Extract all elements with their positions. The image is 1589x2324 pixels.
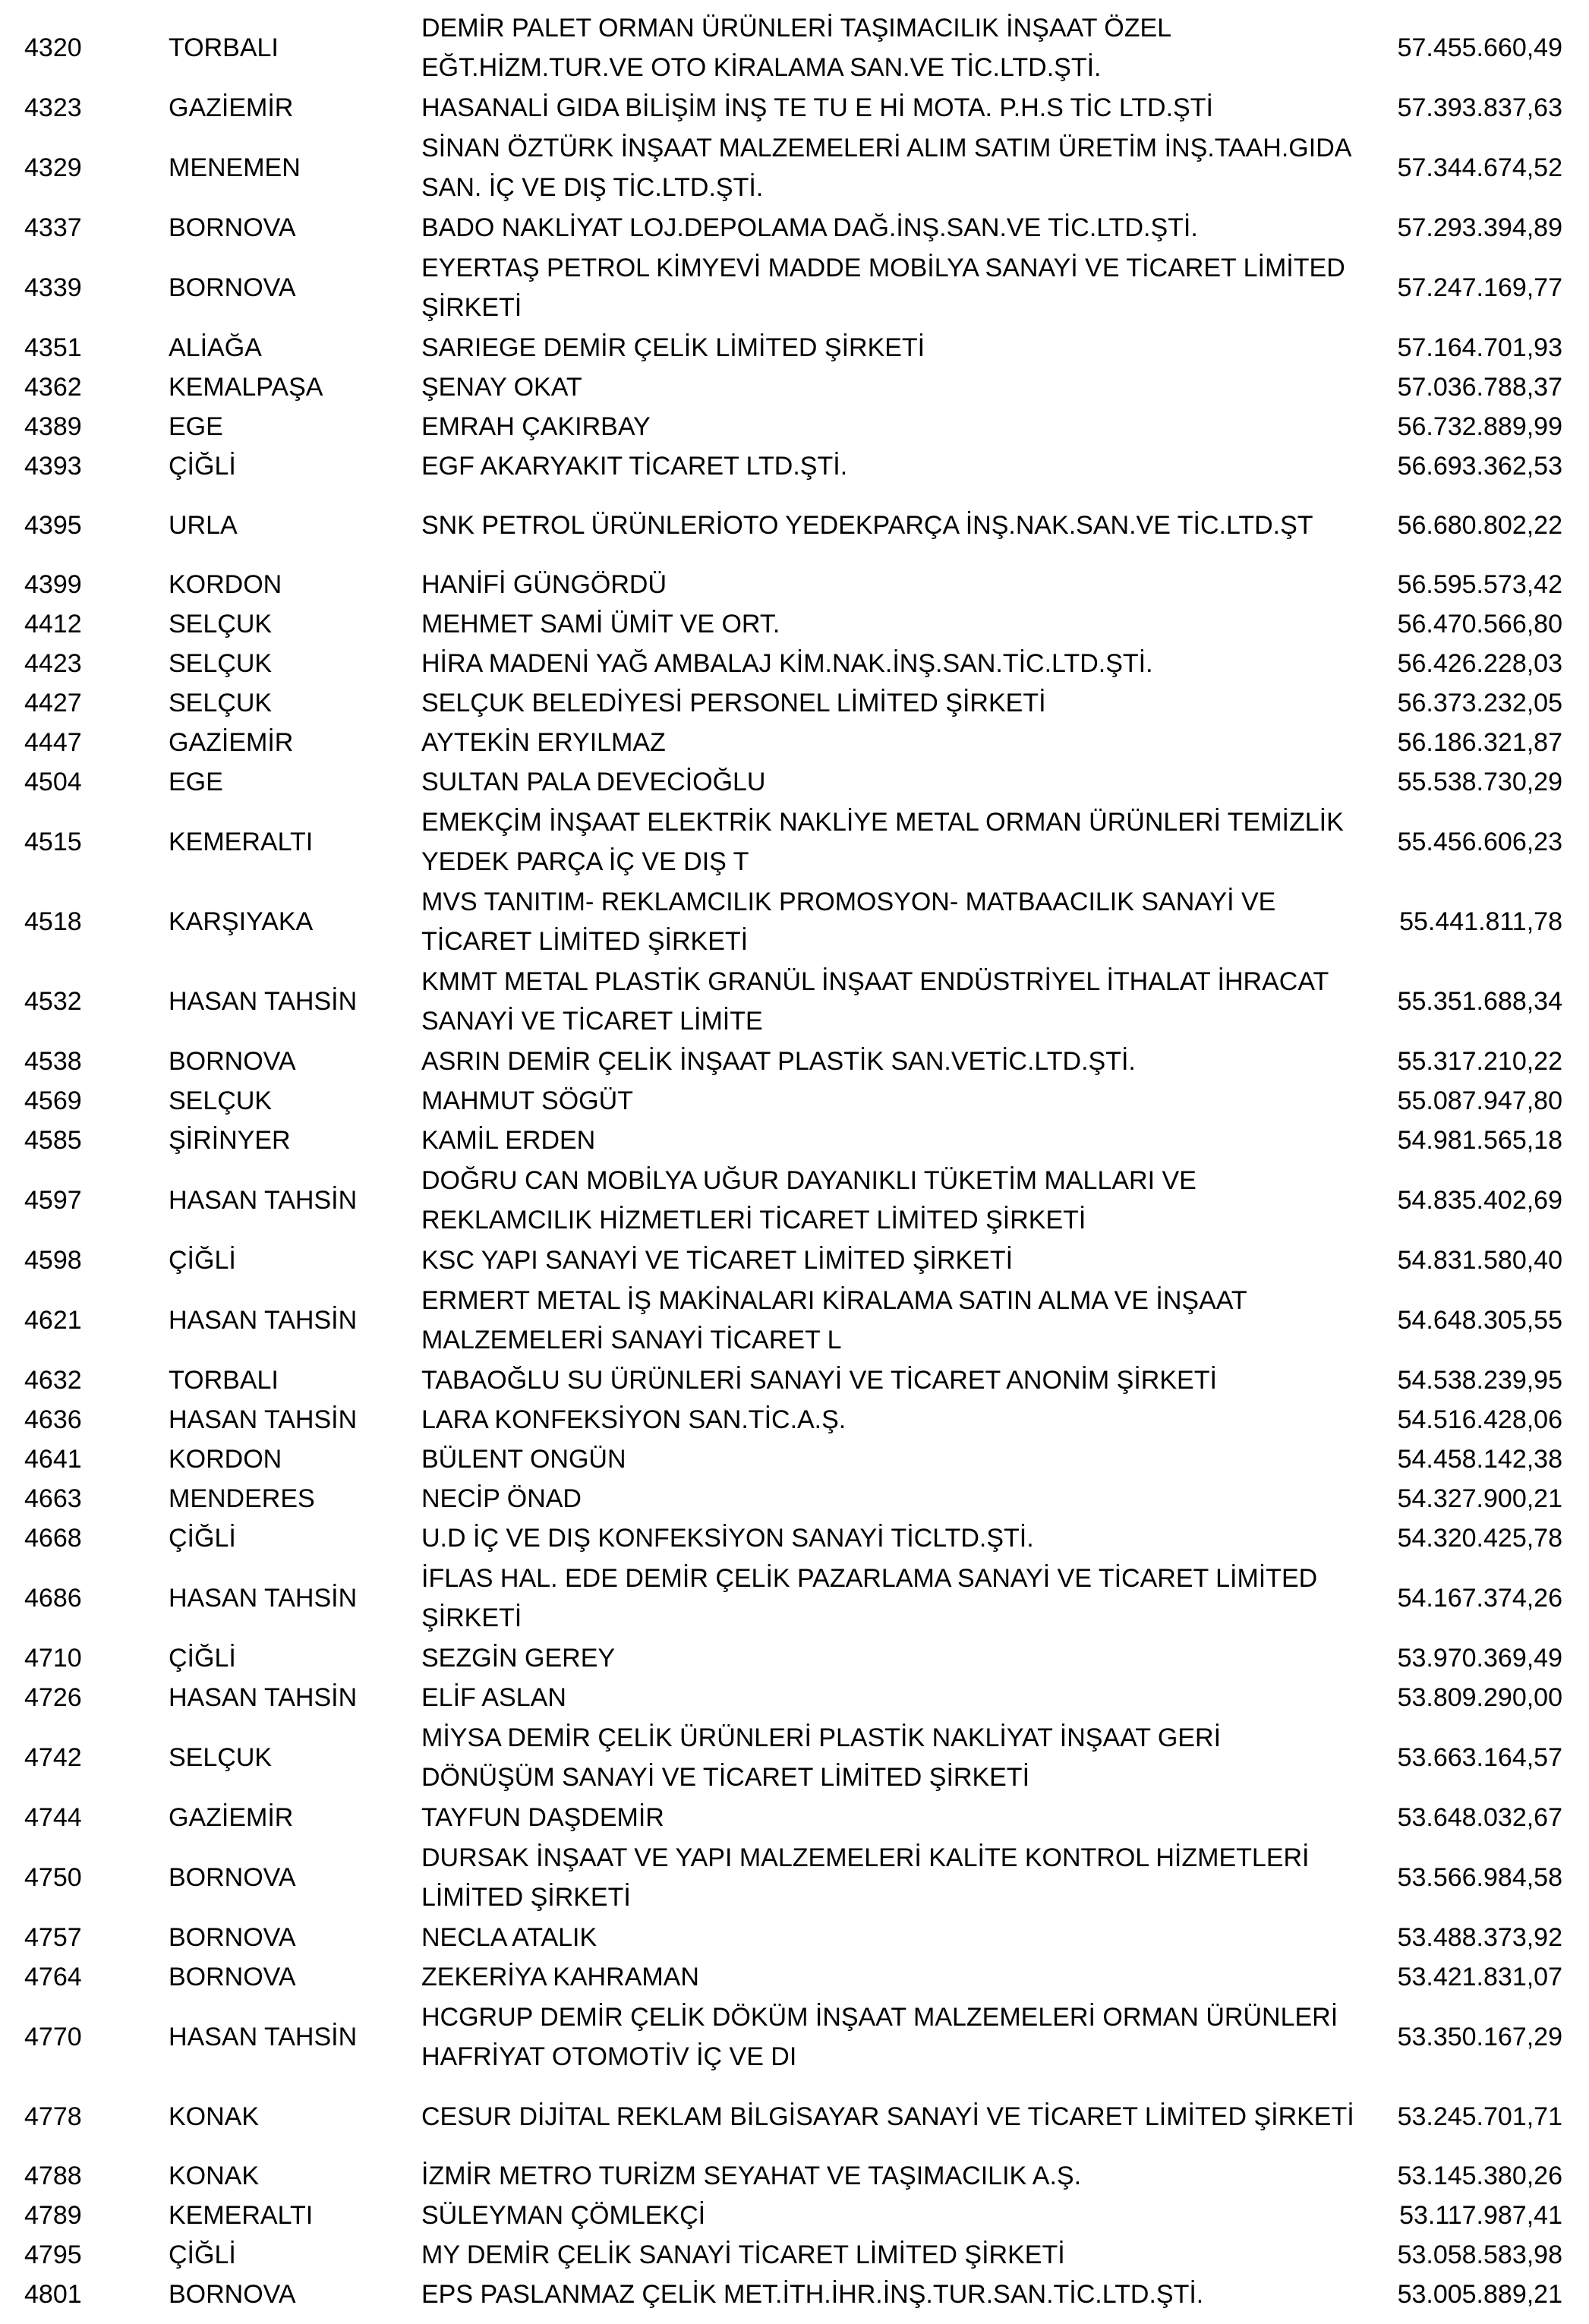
table-row xyxy=(0,762,1589,802)
district-cell: BORNOVA xyxy=(169,1862,296,1892)
table-row xyxy=(0,446,1589,486)
row-number: 4636 xyxy=(24,1405,82,1434)
amount-cell: 54.516.428,06 xyxy=(1397,1405,1562,1434)
row-number: 4412 xyxy=(24,609,82,639)
district-cell: MENEMEN xyxy=(169,153,301,182)
district-cell: HASAN TAHSİN xyxy=(169,986,358,1016)
row-number: 4726 xyxy=(24,1682,82,1712)
row-number: 4710 xyxy=(24,1643,82,1673)
amount-cell: 53.245.701,71 xyxy=(1397,2102,1562,2131)
amount-cell: 53.350.167,29 xyxy=(1397,2022,1562,2051)
district-cell: EGE xyxy=(169,412,223,441)
company-name-cell: BADO NAKLİYAT LOJ.DEPOLAMA DAĞ.İNŞ.SAN.VE TİC.LTD.ŞTİ. xyxy=(421,213,1198,242)
table-row xyxy=(0,486,1589,565)
table-row xyxy=(0,1081,1589,1121)
company-name-cell: EMEKÇİM İNŞAAT ELEKTRİK NAKLİYE METAL ORMAN ÜRÜNLERİ TEMİZLİK YEDEK PARÇA İÇ VE DIŞ T xyxy=(421,808,1344,876)
company-name-cell: KAMİL ERDEN xyxy=(421,1126,596,1155)
amount-cell: 53.421.831,07 xyxy=(1397,1962,1562,1991)
amount-cell: 53.648.032,67 xyxy=(1397,1802,1562,1832)
amount-cell: 53.058.583,98 xyxy=(1397,2240,1562,2269)
district-cell: ALİAĞA xyxy=(169,333,262,362)
table-row xyxy=(0,644,1589,683)
company-name-cell: SİNAN ÖZTÜRK İNŞAAT MALZEMELERİ ALIM SATIM ÜRETİM İNŞ.TAAH.GIDA SAN. İÇ VE DIŞ TİC.LTD.ŞTİ. xyxy=(421,134,1351,202)
company-name-cell: ELİF ASLAN xyxy=(421,1683,566,1712)
district-cell: KORDON xyxy=(169,1444,282,1474)
row-number: 4339 xyxy=(24,273,82,302)
district-cell: SELÇUK xyxy=(169,1742,273,1772)
company-name-cell: DOĞRU CAN MOBİLYA UĞUR DAYANIKLI TÜKETİM MALLARI VE REKLAMCILIK HİZMETLERİ TİCARET LİMİTED ŞİRKETİ xyxy=(421,1166,1196,1235)
district-cell: TORBALI xyxy=(169,33,279,62)
table-row xyxy=(0,2275,1589,2314)
district-cell: HASAN TAHSİN xyxy=(169,1682,358,1712)
row-number: 4757 xyxy=(24,1922,82,1952)
company-name-cell: SEZGİN GEREY xyxy=(421,1644,616,1673)
company-name-cell: EPS PASLANMAZ ÇELİK MET.İTH.İHR.İNŞ.TUR.SAN.TİC.LTD.ŞTİ. xyxy=(421,2280,1204,2309)
company-name-cell: LARA KONFEKSİYON SAN.TİC.A.Ş. xyxy=(421,1405,847,1434)
district-cell: EGE xyxy=(169,767,223,796)
table-row xyxy=(0,128,1589,208)
table-row xyxy=(0,802,1589,882)
district-cell: ÇİĞLİ xyxy=(169,451,236,481)
company-name-cell: İZMİR METRO TURİZM SEYAHAT VE TAŞIMACILIK A.Ş. xyxy=(421,2162,1082,2190)
company-name-cell: AYTEKİN ERYILMAZ xyxy=(421,728,666,757)
amount-cell: 53.970.369,49 xyxy=(1397,1643,1562,1673)
company-name-cell: HİRA MADENİ YAĞ AMBALAJ KİM.NAK.İNŞ.SAN.TİC.LTD.ŞTİ. xyxy=(421,649,1153,678)
company-name-cell: MY DEMİR ÇELİK SANAYİ TİCARET LİMİTED ŞİRKETİ xyxy=(421,2240,1065,2269)
company-name-cell: ZEKERİYA KAHRAMAN xyxy=(421,1963,699,1991)
amount-cell: 54.831.580,40 xyxy=(1397,1245,1562,1275)
table-row xyxy=(0,367,1589,407)
row-number: 4585 xyxy=(24,1125,82,1155)
table-row xyxy=(0,1439,1589,1479)
amount-cell: 55.087.947,80 xyxy=(1397,1086,1562,1115)
district-cell: GAZİEMİR xyxy=(169,727,294,757)
row-number: 4597 xyxy=(24,1185,82,1215)
company-name-cell: ERMERT METAL İŞ MAKİNALARI KİRALAMA SATIN ALMA VE İNŞAAT MALZEMELERİ SANAYİ TİCARET L xyxy=(421,1286,1247,1354)
district-cell: BORNOVA xyxy=(169,2279,296,2309)
district-cell: HASAN TAHSİN xyxy=(169,1583,358,1613)
district-cell: SELÇUK xyxy=(169,648,273,678)
table-row xyxy=(0,2156,1589,2196)
table-row xyxy=(0,2196,1589,2235)
company-name-cell: İFLAS HAL. EDE DEMİR ÇELİK PAZARLAMA SANAYİ VE TİCARET LİMİTED ŞİRKETİ xyxy=(421,1564,1318,1632)
district-cell: URLA xyxy=(169,510,238,540)
company-name-cell: MEHMET SAMİ ÜMİT VE ORT. xyxy=(421,610,780,639)
amount-cell: 57.247.169,77 xyxy=(1397,273,1562,302)
district-cell: ÇİĞLİ xyxy=(169,2240,236,2269)
amount-cell: 53.809.290,00 xyxy=(1397,1682,1562,1712)
table-row xyxy=(0,1241,1589,1280)
row-number: 4399 xyxy=(24,569,82,599)
table-row xyxy=(0,723,1589,762)
company-name-cell: TABAOĞLU SU ÜRÜNLERİ SANAYİ VE TİCARET ANONİM ŞİRKETİ xyxy=(421,1366,1217,1395)
district-cell: BORNOVA xyxy=(169,1962,296,1991)
amount-cell: 56.732.889,99 xyxy=(1397,412,1562,441)
company-name-cell: SÜLEYMAN ÇÖMLEKÇİ xyxy=(421,2201,706,2230)
row-number: 4337 xyxy=(24,213,82,242)
company-name-cell: EMRAH ÇAKIRBAY xyxy=(421,412,651,441)
amount-cell: 57.344.674,52 xyxy=(1397,153,1562,182)
amount-cell: 56.470.566,80 xyxy=(1397,609,1562,639)
table-row xyxy=(0,565,1589,604)
amount-cell: 53.117.987,41 xyxy=(1399,2200,1562,2230)
row-number: 4515 xyxy=(24,827,82,856)
company-name-cell: MİYSA DEMİR ÇELİK ÜRÜNLERİ PLASTİK NAKLİYAT İNŞAAT GERİ DÖNÜŞÜM SANAYİ VE TİCARET LİMİTED ŞİRKETİ xyxy=(421,1723,1222,1792)
company-name-cell: EGF AKARYAKIT TİCARET LTD.ŞTİ. xyxy=(421,452,848,481)
row-number: 4641 xyxy=(24,1444,82,1474)
table-row xyxy=(0,1361,1589,1400)
amount-cell: 54.835.402,69 xyxy=(1397,1185,1562,1215)
row-number: 4518 xyxy=(24,907,82,936)
row-number: 4538 xyxy=(24,1046,82,1076)
row-number: 4329 xyxy=(24,153,82,182)
amount-cell: 55.351.688,34 xyxy=(1397,986,1562,1016)
amount-cell: 55.456.606,23 xyxy=(1397,827,1562,856)
amount-cell: 54.327.900,21 xyxy=(1397,1484,1562,1513)
row-number: 4668 xyxy=(24,1523,82,1553)
company-name-cell: NECİP ÖNAD xyxy=(421,1484,582,1513)
amount-cell: 57.293.394,89 xyxy=(1397,213,1562,242)
amount-cell: 56.680.802,22 xyxy=(1397,510,1562,540)
row-number: 4750 xyxy=(24,1862,82,1892)
company-name-cell: HANİFİ GÜNGÖRDÜ xyxy=(421,570,667,599)
row-number: 4389 xyxy=(24,412,82,441)
district-cell: SELÇUK xyxy=(169,609,273,639)
amount-cell: 56.693.362,53 xyxy=(1397,451,1562,481)
amount-cell: 56.426.228,03 xyxy=(1397,648,1562,678)
amount-cell: 55.441.811,78 xyxy=(1399,907,1562,936)
row-number: 4323 xyxy=(24,93,82,122)
table-row xyxy=(0,1798,1589,1837)
amount-cell: 55.317.210,22 xyxy=(1397,1046,1562,1076)
amount-cell: 54.648.305,55 xyxy=(1397,1305,1562,1335)
amount-cell: 56.373.232,05 xyxy=(1397,688,1562,717)
row-number: 4598 xyxy=(24,1245,82,1275)
district-cell: ÇİĞLİ xyxy=(169,1643,236,1673)
row-number: 4764 xyxy=(24,1962,82,1991)
company-name-cell: MVS TANITIM- REKLAMCILIK PROMOSYON- MATBAACILIK SANAYİ VE TİCARET LİMİTED ŞİRKETİ xyxy=(421,888,1276,956)
row-number: 4423 xyxy=(24,648,82,678)
district-cell: HASAN TAHSİN xyxy=(169,1305,358,1335)
district-cell: BORNOVA xyxy=(169,1922,296,1952)
district-cell: KEMERALTI xyxy=(169,827,314,856)
table-row xyxy=(0,2077,1589,2156)
amount-cell: 56.186.321,87 xyxy=(1397,727,1562,757)
table-row xyxy=(0,683,1589,723)
row-number: 4778 xyxy=(24,2102,82,2131)
row-number: 4320 xyxy=(24,33,82,62)
company-name-cell: BÜLENT ONGÜN xyxy=(421,1445,626,1474)
amount-cell: 56.595.573,42 xyxy=(1397,569,1562,599)
row-number: 4632 xyxy=(24,1365,82,1395)
company-name-cell: HASANALİ GIDA BİLİŞİM İNŞ TE TU E Hİ MOTA. P.H.S TİC LTD.ŞTİ xyxy=(421,93,1213,122)
company-name-cell: ŞENAY OKAT xyxy=(421,373,582,402)
row-number: 4770 xyxy=(24,2022,82,2051)
table-row xyxy=(0,1997,1589,2077)
row-number: 4569 xyxy=(24,1086,82,1115)
table-row xyxy=(0,1558,1589,1638)
company-name-cell: KMMT METAL PLASTİK GRANÜL İNŞAAT ENDÜSTRİYEL İTHALAT İHRACAT SANAYİ VE TİCARET LİMİTE xyxy=(421,967,1329,1036)
row-number: 4447 xyxy=(24,727,82,757)
company-name-cell: EYERTAŞ PETROL KİMYEVİ MADDE MOBİLYA SANAYİ VE TİCARET LİMİTED ŞİRKETİ xyxy=(421,254,1345,322)
amount-cell: 54.167.374,26 xyxy=(1397,1583,1562,1613)
company-name-cell: SELÇUK BELEDİYESİ PERSONEL LİMİTED ŞİRKETİ xyxy=(421,689,1046,717)
amount-cell: 53.663.164,57 xyxy=(1397,1742,1562,1772)
district-cell: KORDON xyxy=(169,569,282,599)
amount-cell: 54.320.425,78 xyxy=(1397,1523,1562,1553)
district-cell: KEMERALTI xyxy=(169,2200,314,2230)
company-name-cell: CESUR DİJİTAL REKLAM BİLGİSAYAR SANAYİ VE TİCARET LİMİTED ŞİRKETİ xyxy=(421,2102,1354,2131)
table-row xyxy=(0,1400,1589,1439)
amount-cell: 53.145.380,26 xyxy=(1397,2161,1562,2190)
company-name-cell: DURSAK İNŞAAT VE YAPI MALZEMELERİ KALİTE KONTROL HİZMETLERİ LİMİTED ŞİRKETİ xyxy=(421,1843,1310,1912)
row-number: 4795 xyxy=(24,2240,82,2269)
district-cell: BORNOVA xyxy=(169,273,296,302)
district-cell: GAZİEMİR xyxy=(169,93,294,122)
district-cell: KEMALPAŞA xyxy=(169,372,323,402)
district-cell: TORBALI xyxy=(169,1365,279,1395)
district-cell: HASAN TAHSİN xyxy=(169,1185,358,1215)
amount-cell: 53.005.889,21 xyxy=(1397,2279,1562,2309)
company-name-cell: SULTAN PALA DEVECİOĞLU xyxy=(421,768,766,796)
company-name-cell: ASRIN DEMİR ÇELİK İNŞAAT PLASTİK SAN.VETİC.LTD.ŞTİ. xyxy=(421,1047,1136,1076)
company-name-cell: NECLA ATALIK xyxy=(421,1923,597,1952)
amount-cell: 54.458.142,38 xyxy=(1397,1444,1562,1474)
table-row xyxy=(0,1518,1589,1558)
district-cell: SELÇUK xyxy=(169,1086,273,1115)
table-row xyxy=(0,1717,1589,1798)
row-number: 4504 xyxy=(24,767,82,796)
company-name-cell: MAHMUT SÖGÜT xyxy=(421,1086,633,1115)
row-number: 4789 xyxy=(24,2200,82,2230)
district-cell: KONAK xyxy=(169,2161,260,2190)
district-cell: ÇİĞLİ xyxy=(169,1245,236,1275)
company-name-cell: KSC YAPI SANAYİ VE TİCARET LİMİTED ŞİRKETİ xyxy=(421,1246,1014,1275)
amount-cell: 54.981.565,18 xyxy=(1397,1125,1562,1155)
row-number: 4788 xyxy=(24,2161,82,2190)
row-number: 4395 xyxy=(24,510,82,540)
amount-cell: 55.538.730,29 xyxy=(1397,767,1562,796)
district-cell: KARŞIYAKA xyxy=(169,907,314,936)
amount-cell: 54.538.239,95 xyxy=(1397,1365,1562,1395)
row-number: 4744 xyxy=(24,1802,82,1832)
district-cell: MENDERES xyxy=(169,1484,315,1513)
table-row xyxy=(0,1837,1589,1918)
table-row xyxy=(0,604,1589,644)
row-number: 4427 xyxy=(24,688,82,717)
table-row xyxy=(0,1280,1589,1361)
district-cell: HASAN TAHSİN xyxy=(169,1405,358,1434)
row-number: 4663 xyxy=(24,1484,82,1513)
table-row xyxy=(0,961,1589,1042)
row-number: 4801 xyxy=(24,2279,82,2309)
table-row xyxy=(0,8,1589,88)
district-cell: SELÇUK xyxy=(169,688,273,717)
row-number: 4532 xyxy=(24,986,82,1016)
table-row xyxy=(0,328,1589,367)
amount-cell: 57.036.788,37 xyxy=(1397,372,1562,402)
table-row xyxy=(0,1918,1589,1957)
company-name-cell: SNK PETROL ÜRÜNLERİOTO YEDEKPARÇA İNŞ.NAK.SAN.VE TİC.LTD.ŞT xyxy=(421,511,1313,540)
company-name-cell: SARIEGE DEMİR ÇELİK LİMİTED ŞİRKETİ xyxy=(421,333,925,362)
table-row xyxy=(0,882,1589,961)
district-cell: GAZİEMİR xyxy=(169,1802,294,1832)
amount-cell: 53.566.984,58 xyxy=(1397,1862,1562,1892)
table-row xyxy=(0,248,1589,328)
district-cell: BORNOVA xyxy=(169,213,296,242)
table-row xyxy=(0,1042,1589,1081)
table-row xyxy=(0,1160,1589,1241)
company-name-cell: DEMİR PALET ORMAN ÜRÜNLERİ TAŞIMACILIK İNŞAAT ÖZEL EĞT.HİZM.TUR.VE OTO KİRALAMA SAN.VE TİC.LTD.ŞTİ. xyxy=(421,14,1171,82)
row-number: 4686 xyxy=(24,1583,82,1613)
row-number: 4393 xyxy=(24,451,82,481)
company-name-cell: U.D İÇ VE DIŞ KONFEKSİYON SANAYİ TİCLTD.ŞTİ. xyxy=(421,1524,1034,1553)
table-row xyxy=(0,407,1589,446)
district-cell: KONAK xyxy=(169,2102,260,2131)
district-cell: HASAN TAHSİN xyxy=(169,2022,358,2051)
table-row xyxy=(0,88,1589,128)
table-row xyxy=(0,1678,1589,1717)
row-number: 4742 xyxy=(24,1742,82,1772)
table-row xyxy=(0,2235,1589,2275)
row-number: 4362 xyxy=(24,372,82,402)
row-number: 4621 xyxy=(24,1305,82,1335)
amount-cell: 57.455.660,49 xyxy=(1397,33,1562,62)
district-cell: ÇİĞLİ xyxy=(169,1523,236,1553)
amount-cell: 57.164.701,93 xyxy=(1397,333,1562,362)
table-row xyxy=(0,1479,1589,1518)
table-row xyxy=(0,1638,1589,1678)
table-row xyxy=(0,1957,1589,1997)
row-number: 4351 xyxy=(24,333,82,362)
district-cell: BORNOVA xyxy=(169,1046,296,1076)
table-row xyxy=(0,208,1589,248)
company-name-cell: TAYFUN DAŞDEMİR xyxy=(421,1803,664,1832)
amount-cell: 57.393.837,63 xyxy=(1397,93,1562,122)
table-row xyxy=(0,1121,1589,1160)
amount-cell: 53.488.373,92 xyxy=(1397,1922,1562,1952)
district-cell: ŞİRİNYER xyxy=(169,1125,291,1155)
company-name-cell: HCGRUP DEMİR ÇELİK DÖKÜM İNŞAAT MALZEMELERİ ORMAN ÜRÜNLERİ HAFRİYAT OTOMOTİV İÇ VE DI xyxy=(421,2003,1338,2071)
